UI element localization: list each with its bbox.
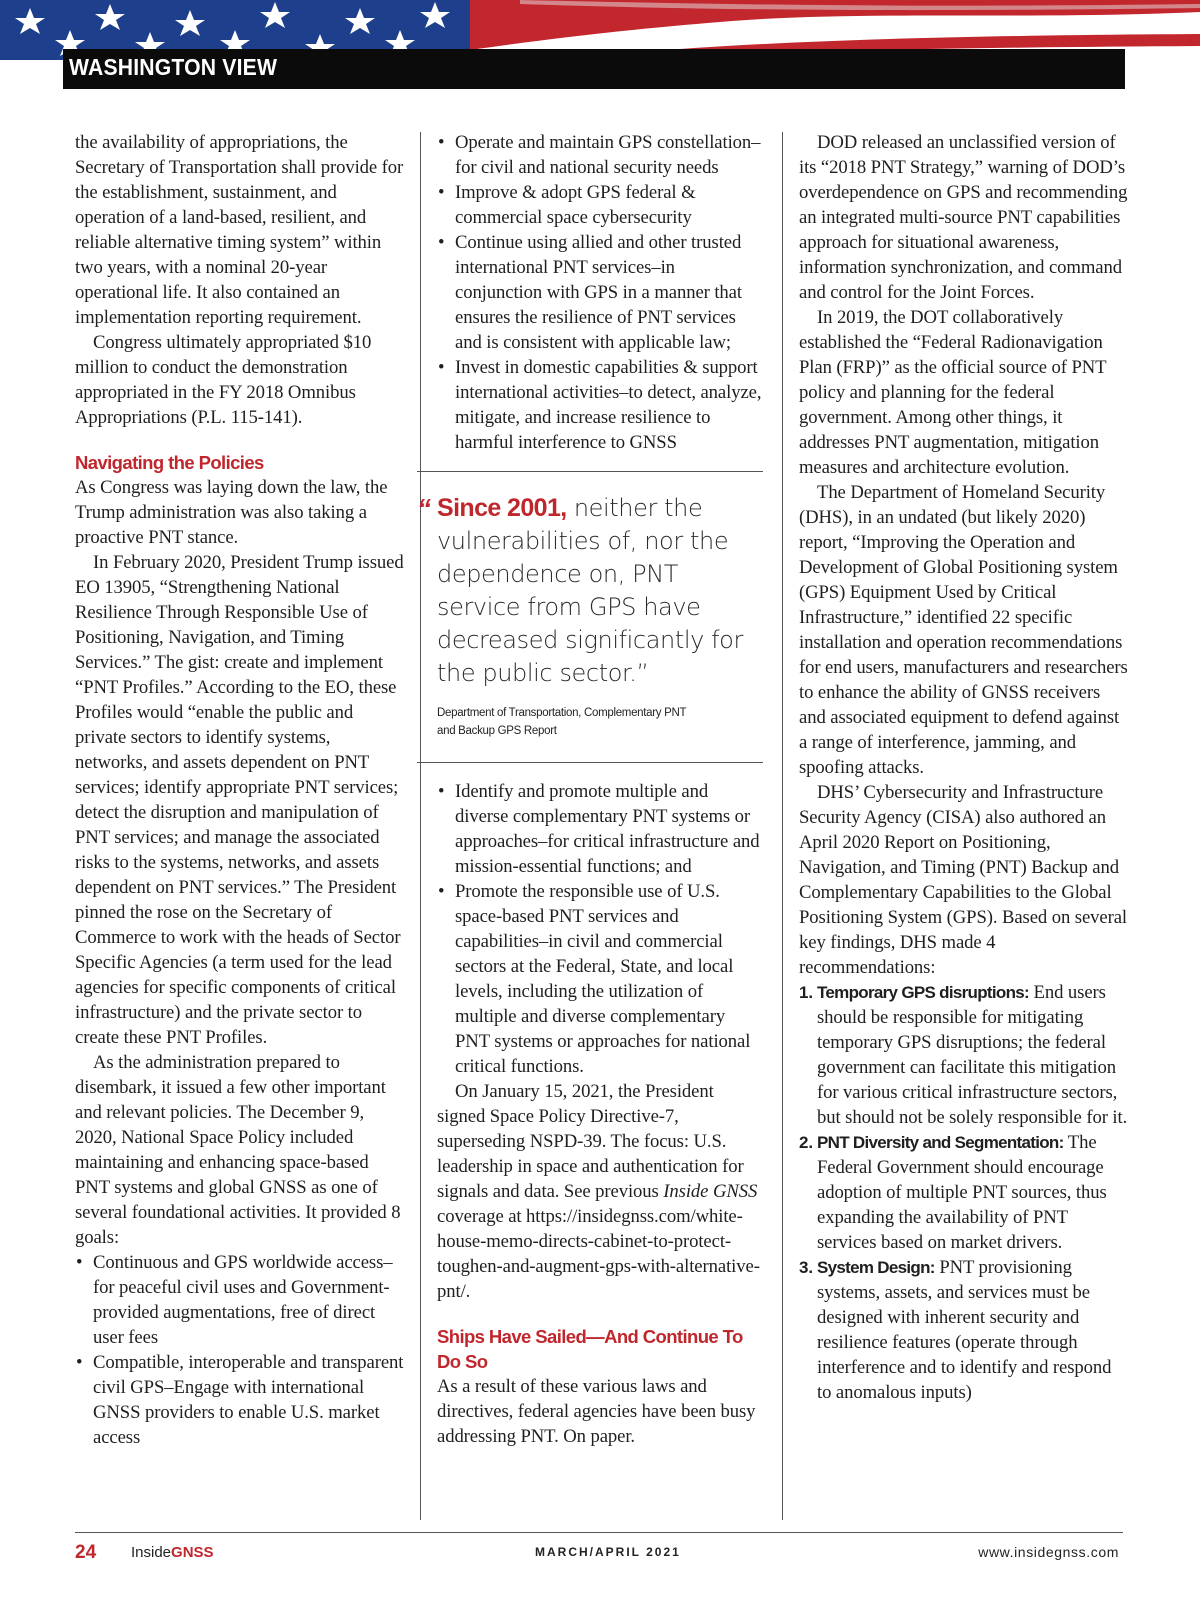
pull-quote-lead: Since 2001, bbox=[437, 494, 567, 522]
list-item: • Invest in domestic capabilities & support international activities–to detect, analyze, mitigate, and increase resilience to harmful interference to GNSS bbox=[437, 355, 763, 455]
section-heading: Navigating the Policies bbox=[75, 452, 264, 473]
article-column-middle bbox=[417, 130, 763, 1449]
article-column-left bbox=[75, 130, 405, 1450]
section-heading: Ships Have Sailed—And Continue To Do So bbox=[437, 1326, 743, 1372]
goals-list-final bbox=[437, 779, 763, 1079]
column-divider-right bbox=[782, 132, 783, 1520]
column-divider-left bbox=[420, 132, 421, 1520]
goals-list-continued bbox=[437, 130, 763, 455]
list-item: • Compatible, interoperable and transparent civil GPS–Engage with international GNSS providers to enable U.S. market access bbox=[75, 1350, 405, 1450]
list-item: • Identify and promote multiple and diverse complementary PNT systems or approaches–for critical infrastructure and mission-essential functions; and bbox=[437, 779, 763, 879]
list-item: • Improve & adopt GPS federal & commercial space cybersecurity bbox=[437, 180, 763, 230]
section-title: WASHINGTON VIEW bbox=[69, 54, 278, 80]
recommendations-list bbox=[799, 980, 1129, 1405]
pull-quote-text bbox=[417, 492, 763, 690]
goals-list bbox=[75, 1250, 405, 1450]
paragraph: As the administration prepared to disembark, it issued a few other important and relevant policies. The December 9, 2020, National Space Policy included maintaining and enhancing space-based PNT systems and global GNSS as one of several foundational activities. It provided 8 goals: bbox=[75, 1052, 401, 1248]
paragraph: In 2019, the DOT collaboratively established the “Federal Radionavigation Plan (FRP)” as the official source of PNT policy and planning for the federal government. Among other things, it addresses PNT augmentation, mitigation measures and architecture evolution. bbox=[799, 307, 1107, 478]
open-quote-mark: “ bbox=[417, 493, 431, 524]
list-item: 1. Temporary GPS disruptions: End users should be responsible for mitigating temporary GPS disruptions; the federal government can facilitate this mitigation for various critical infrastructure sectors, but should not be solely responsible for it. bbox=[799, 982, 1128, 1128]
article-column-right bbox=[799, 130, 1129, 1405]
pull-quote-source: Department of Transportation, Complementary PNT and Backup GPS Report bbox=[437, 707, 687, 737]
list-item: • Continue using allied and other trusted international PNT services–in conjunction with GPS in a manner that ensures the resilience of PNT services and is consistent with applicable law; bbox=[437, 230, 763, 355]
list-item: • Continuous and GPS worldwide access–for peaceful civil uses and Government-provided augmentations, free of direct user fees bbox=[75, 1250, 405, 1350]
list-item: 3. System Design: PNT provisioning systems, assets, and services must be designed with inherent security and resilience features (operate through interference and to identify and respond to anomalous inputs) bbox=[799, 1257, 1112, 1403]
list-item: • Operate and maintain GPS constellation–for civil and national security needs bbox=[437, 130, 763, 180]
website-url[interactable]: www.insidegnss.com bbox=[978, 1544, 1119, 1560]
paragraph: DOD released an unclassified version of its “2018 PNT Strategy,” warning of DOD’s overdependence on GPS and recommending an integrated multi-source PNT capabilities approach for situational awareness, information synchronization, and command and control for the Joint Forces. bbox=[799, 132, 1128, 303]
pull-quote-body: neither the vulnerabilities of, nor the dependence on, PNT service from GPS have decreased significantly for the public sector.” bbox=[437, 494, 743, 687]
list-item: • Promote the responsible use of U.S. space-based PNT services and capabilities–in civil and commercial sectors at the Federal, State, and local levels, including the utilization of multiple and diverse complementary PNT systems or approaches for national critical functions. bbox=[437, 879, 763, 1079]
footer-rule bbox=[75, 1532, 1123, 1533]
paragraph: In February 2020, President Trump issued EO 13905, “Strengthening National Resilience Through Responsible Use of Positioning, Navigation, and Timing Services.” The gist: create and implement “PNT Profiles.” According to the EO, these Profiles would “enable the public and private sectors to identify systems, networks, and assets dependent on PNT services; identify appropriate PNT services; detect the disruption and manipulation of PNT services; and manage the associated risks to the systems, networks, and assets dependent on PNT services.” The President pinned the rose on the Secretary of Commerce to work with the heads of Sector Specific Agencies (a term used for the lead agencies for specific components of critical infrastructure) and the private sector to create these PNT Profiles. bbox=[75, 552, 404, 1048]
paragraph: As Congress was laying down the law, the Trump administration was also taking a proactive PNT stance. bbox=[75, 477, 388, 548]
paragraph: the availability of appropriations, the Secretary of Transportation shall provide for the establishment, sustainment, and operation of a land-based, resilient, and reliable alternative timing system” within two years, with a nominal 20-year operational life. It also contained an implementation reporting requirement. bbox=[75, 132, 404, 328]
issue-date: MARCH/APRIL 2021 bbox=[535, 1545, 681, 1559]
list-item: 2. PNT Diversity and Segmentation: The Federal Government should encourage adoption of multiple PNT sources, thus expanding the availability of PNT services based on market drivers. bbox=[799, 1132, 1107, 1253]
paragraph: DHS’ Cybersecurity and Infrastructure Security Agency (CISA) also authored an April 2020 Report on Positioning, Navigation, and Timing (PNT) Backup and Complementary Capabilities to the Global Positioning System (GPS). Based on several key findings, DHS made 4 recommendations: bbox=[799, 782, 1128, 978]
pull-quote bbox=[417, 471, 763, 763]
page-footer bbox=[75, 1542, 1123, 1570]
paragraph: On January 15, 2021, the President signed Space Policy Directive-7, superseding NSPD-39. The focus: U.S. leadership in space and authentication for signals and data. See previous Inside GNSS coverage at https://insidegnss.com/white-house-memo-directs-cabinet-to-protect-toughen-and-augment-gps-with-alternative-pnt/. bbox=[437, 1081, 760, 1302]
paragraph: Congress ultimately appropriated $10 million to conduct the demonstration appropriated in the FY 2018 Omnibus Appropriations (P.L. 115-141). bbox=[75, 332, 372, 428]
publication-logo: InsideGNSS bbox=[131, 1544, 214, 1561]
paragraph: The Department of Homeland Security (DHS), in an undated (but likely 2020) report, “Improving the Operation and Development of Global Positioning system (GPS) Equipment Used by Critical Infrastructure,” identified 22 specific installation and operation recommendations for end users, manufacturers and researchers to enhance the ability of GNSS receivers and associated equipment to defend against a range of interference, jamming, and spoofing attacks. bbox=[799, 482, 1128, 778]
section-header-bar bbox=[63, 49, 1125, 89]
page-number: 24 bbox=[75, 1542, 97, 1563]
paragraph: As a result of these various laws and directives, federal agencies have been busy addressing PNT. On paper. bbox=[437, 1376, 756, 1447]
